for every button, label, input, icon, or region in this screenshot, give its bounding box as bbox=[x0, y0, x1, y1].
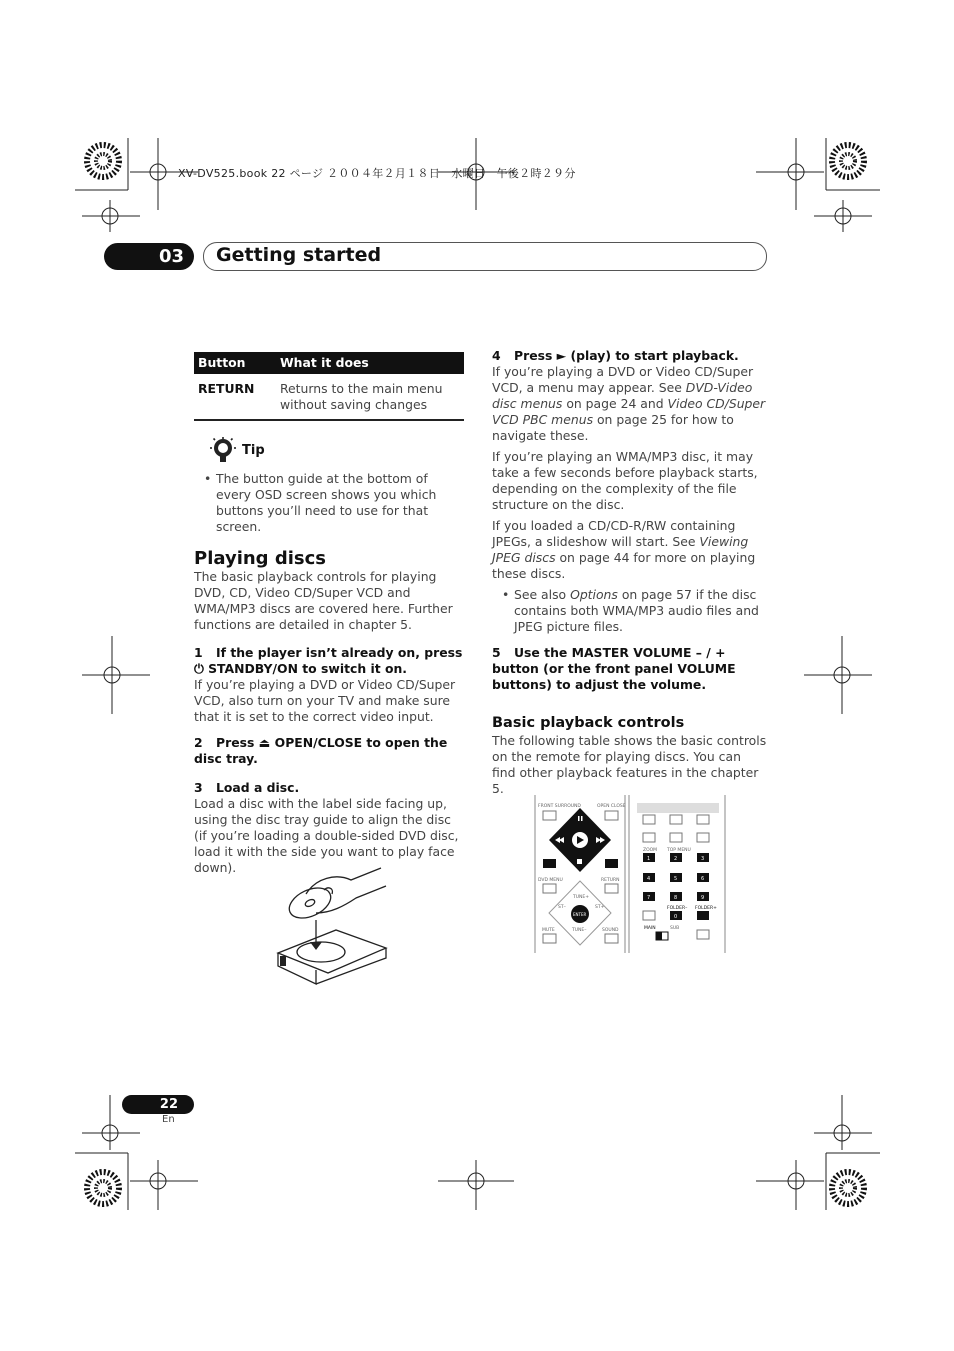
next-button bbox=[605, 859, 618, 868]
prev-button bbox=[543, 859, 556, 868]
label-st-plus: ST+ bbox=[595, 905, 605, 910]
label-folder-minus: FOLDER– bbox=[667, 906, 688, 911]
digit-label: 5 bbox=[674, 876, 678, 882]
label-enter: ENTER bbox=[573, 912, 587, 917]
step-body: If you loaded a CD/CD-R/RW containing JPEGs, a slideshow will start. See Viewing JPEG discs on page 44 for more on playing these discs. bbox=[492, 518, 756, 581]
right-column bbox=[492, 348, 768, 802]
button-table bbox=[194, 352, 464, 421]
digit-label: 3 bbox=[701, 856, 705, 862]
tip-label: Tip bbox=[242, 443, 265, 458]
label-tune-plus: TUNE+ bbox=[573, 895, 590, 900]
table-cell-does: Returns to the main menu without saving changes bbox=[276, 374, 464, 420]
disc-tray-illustration bbox=[276, 858, 388, 990]
label-tune-minus: TUNE– bbox=[572, 928, 587, 933]
step-number: 4 bbox=[492, 348, 501, 363]
dvd-menu-button bbox=[543, 884, 556, 893]
tip-box bbox=[194, 437, 466, 535]
step-title: Press ► (play) to start playback. bbox=[514, 348, 739, 363]
page-number: 22 bbox=[122, 1095, 194, 1114]
step-title: Use the MASTER VOLUME – / + button (or the front panel VOLUME buttons) to adjust the volume. bbox=[492, 645, 736, 692]
step-5 bbox=[492, 645, 768, 693]
label-main: MAIN bbox=[644, 926, 656, 931]
digit-label: 9 bbox=[701, 895, 705, 901]
digit-label: 6 bbox=[701, 876, 705, 882]
remote-illustration bbox=[533, 795, 727, 953]
step-body: If you’re playing an WMA/MP3 disc, it may take a few seconds before playback starts, depending on the complexity of the file structure on the disc. bbox=[492, 449, 758, 512]
return-button bbox=[605, 884, 618, 893]
digit-label: 2 bbox=[674, 856, 678, 862]
step-number: 1 bbox=[194, 645, 203, 660]
step-title: Press ⏏ OPEN/CLOSE to open the disc tray. bbox=[194, 735, 448, 766]
label-front-surround: FRONT SURROUND bbox=[538, 804, 581, 809]
front-surround-button bbox=[543, 811, 556, 820]
label-sound: SOUND bbox=[602, 928, 619, 933]
chapter-title: Getting started bbox=[216, 244, 382, 266]
label-open-close: OPEN CLOSE bbox=[597, 804, 626, 809]
power-icon: ⏻ bbox=[194, 661, 209, 676]
label-top-menu: TOP MENU bbox=[667, 848, 691, 853]
lightbulb-icon bbox=[210, 437, 236, 465]
step-bullet: • See also Options on page 57 if the disc contains both WMA/MP3 audio files and JPEG picture files. bbox=[492, 587, 768, 635]
table-header-does: What it does bbox=[276, 352, 464, 374]
digit-label: 8 bbox=[674, 895, 678, 901]
digit-label: 0 bbox=[674, 914, 678, 920]
step-body: If you’re playing a DVD or Video CD/Super VCD, a menu may appear. See DVD-Video disc menus on page 24 and Video CD/Super VCD PBC menus on page 25 for how to navigate these. bbox=[492, 364, 766, 443]
step-number: 3 bbox=[194, 780, 203, 795]
step-title: Load a disc. bbox=[216, 780, 300, 795]
label-return: RETURN bbox=[601, 878, 620, 883]
label-sub: SUB bbox=[670, 926, 680, 931]
step-number: 5 bbox=[492, 645, 501, 660]
label-zoom: ZOOM bbox=[643, 848, 658, 853]
step-2 bbox=[194, 735, 466, 767]
sound-button bbox=[605, 934, 618, 943]
digit-label: 7 bbox=[647, 895, 651, 901]
label-folder-plus: FOLDER+ bbox=[695, 906, 717, 911]
playing-discs-intro: The basic playback controls for playing DVD, CD, Video CD/Super VCD and WMA/MP3 discs are covered here. Further functions are detailed in chapter 5. bbox=[194, 569, 453, 632]
step-1 bbox=[194, 645, 466, 725]
basic-controls-heading: Basic playback controls bbox=[492, 715, 685, 731]
step-body: Load a disc with the label side facing up, using the disc tray guide to align the disc (if you’re loading a double-sided DVD disc, load it with the side you want to play face down). bbox=[194, 796, 459, 875]
mute-button bbox=[543, 934, 556, 943]
label-dvd-menu: DVD MENU bbox=[538, 878, 563, 883]
label-mute: MUTE bbox=[542, 928, 555, 933]
table-cell-button: RETURN bbox=[194, 374, 276, 420]
tip-item: • The button guide at the bottom of every OSD screen shows you which buttons you’ll need to use for that screen. bbox=[194, 471, 466, 535]
table-row bbox=[194, 374, 464, 420]
step-4 bbox=[492, 348, 768, 635]
chapter-number: 03 bbox=[104, 243, 194, 270]
left-column bbox=[194, 352, 466, 881]
basic-controls-body: The following table shows the basic controls on the remote for playing discs. You can find other playback features in the chapter 5. bbox=[492, 733, 767, 796]
label-st-minus: ST– bbox=[558, 905, 566, 910]
digit-label: 1 bbox=[647, 856, 651, 862]
page-language: En bbox=[162, 1114, 175, 1125]
table-header-button: Button bbox=[194, 352, 276, 374]
digit-button bbox=[697, 911, 709, 920]
open-close-button bbox=[605, 811, 618, 820]
digit-label: 4 bbox=[647, 876, 651, 882]
step-title: If the player isn’t already on, press bbox=[216, 645, 463, 660]
print-header: XV-DV525.book 22 ページ ２００４年２月１８日 水曜日 午後２時２９分 bbox=[178, 167, 576, 180]
playing-discs-heading: Playing discs bbox=[194, 548, 326, 569]
step-number: 2 bbox=[194, 735, 203, 750]
step-title: STANDBY/ON to switch it on. bbox=[208, 661, 408, 676]
step-body: If you’re playing a DVD or Video CD/Super VCD, also turn on your TV and make sure that it is set to the correct video input. bbox=[194, 677, 456, 724]
